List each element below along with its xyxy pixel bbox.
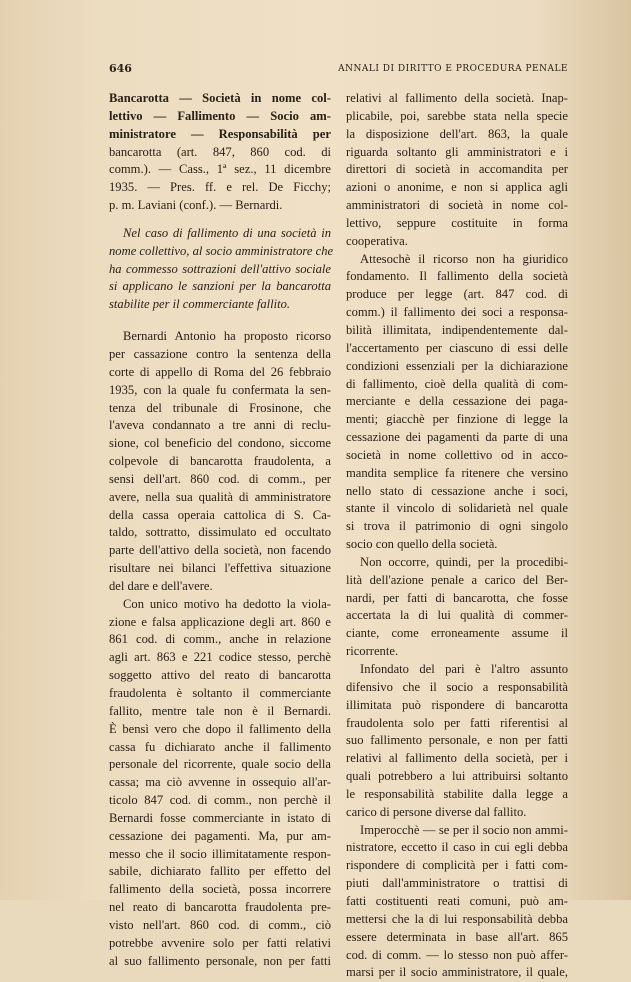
body-line: cod. di comm. — lo stesso non può affer- (346, 947, 568, 962)
body-line: fallimento della società, possa incorrere (109, 882, 331, 897)
body-line: potrebbe avvenire solo per fatti relativi (109, 935, 331, 950)
body-line: nel reato di bancarotta fraudolenta pre- (109, 900, 331, 915)
maxim-line: Nel caso di fallimento di una società in (123, 225, 331, 240)
body-line: cessazione dei pagamenti. Ma, pur am- (109, 828, 331, 843)
running-title: ANNALI DI DIRITTO E PROCEDURA PENALE (338, 64, 568, 74)
case-caption (109, 90, 331, 215)
body-line: sensi dell'art. 860 cod. di comm., per (109, 471, 331, 486)
body-line: l'accertamento per ciascuno di essi delle (346, 340, 568, 355)
body-line: tenza del tribunale di Frosinone, che (109, 400, 331, 415)
body-line: risultare nei bilanci l'effettiva situazione (109, 561, 331, 576)
body-line: società in nome collettivo od in acco- (346, 447, 568, 462)
left-column (109, 90, 334, 971)
maxim-line: stabilite per il commerciante fallito. (109, 297, 291, 312)
maxim-line: ha commesso sottrazioni dell'attivo sociale (109, 261, 331, 276)
body-line: fraudolenta è soltanto il commerciante (109, 686, 331, 700)
body-line: parte dell'attivo della società, non facendo (109, 543, 331, 558)
body-line: quali potrebbero a lui attribuirsi soltanto (346, 769, 568, 784)
body-line: relativi al fallimento della società, per i (346, 751, 568, 766)
body-line: di fallimento, cioè della qualità di com- (346, 376, 568, 391)
body-line: si trova il patrimonio di ogni singolo (346, 519, 568, 534)
body-line: plicabile, poi, sarebbe stata nella specie (346, 108, 568, 123)
body-line: Infondato del pari è l'altro assunto (360, 662, 568, 676)
body-line: È bensì vero che dopo il fallimento della (109, 721, 331, 736)
body-line: marsi per il socio amministratore, il quale, (346, 965, 568, 980)
body-line: lettivo, seppure costituite in forma (346, 215, 568, 230)
body-line: taldo, sottratto, dissimulato ed occultato (109, 525, 331, 540)
body-line: rispondere di complicità per i fatti com- (346, 858, 568, 873)
body-line: amministratori di società in nome col- (346, 198, 568, 213)
body-line: difensivo che il socio a responsabilità (346, 679, 568, 694)
body-line: fondamento. Il fallimento della società (346, 269, 568, 284)
body-line: cassa fu dichiarato anche il fallimento (109, 739, 331, 754)
body-line: corte di appello di Roma del 26 febbraio (109, 364, 331, 379)
body-line: Imperocchè — se per il socio non ammi- (360, 822, 568, 837)
body-line: condizioni essenziali per la dichiarazione (346, 358, 568, 373)
caption-line: p. m. Laviani (conf.). — Bernardi. (109, 198, 283, 213)
body-line: direttori di società in accomandita per (346, 162, 568, 177)
body-line: agli art. 863 e 221 codice stesso, perchè (109, 650, 331, 665)
body-line: soggetto attivo del reato di bancarotta (109, 668, 331, 683)
body-line: le responsabilità stabilite dalla legge a (346, 786, 568, 801)
body-line: della cassa operaia cattolica di S. Ca- (109, 507, 331, 522)
body-line: accertata la di lui qualità di commer- (346, 608, 568, 623)
body-line: carico di persone diverse dal fallito. (346, 804, 527, 819)
caption-line: lettivo — Fallimento — Socio am- (109, 108, 331, 123)
legal-maxim (109, 225, 334, 314)
body-line: Bernardi fosse commerciante in istato di (109, 810, 331, 825)
body-line: nardi, per fatti di bancarotta, che fosse (346, 590, 568, 605)
body-line: riguarda soltanto gli amministratori e i (346, 144, 568, 159)
body-line: suo fallimento personale, e non per fatti (346, 733, 568, 748)
body-line: la disposizione dell'art. 863, la quale (346, 126, 568, 141)
body-line: messo che il socio illimitatamente respon- (109, 846, 331, 861)
body-line: del dare e dell'avere. (109, 578, 213, 593)
body-line: sabile, dichiarato fallito per effetto del (109, 864, 331, 879)
body-line: menti; giacchè per finzione di legge la (346, 412, 568, 427)
body-line: lità dell'azione penale a carico del Ber- (346, 572, 568, 587)
body-line: Bernardi Antonio ha proposto ricorso (123, 329, 331, 344)
body-line: Con unico motivo ha dedotto la viola- (123, 596, 331, 611)
caption-line: comm.). — Cass., 1ª sez., 11 dicembre (109, 162, 331, 177)
body-line: mettersi che la di lui responsabilità debba (346, 911, 568, 926)
body-line: al suo fallimento personale, non per fatti (109, 953, 331, 968)
maxim-line: nome collettivo, al socio amministratore che (109, 243, 334, 258)
body-line: piuti dall'amministratore o trattisi di (346, 876, 568, 891)
page-number: 646 (109, 62, 132, 75)
body-line: colpevole di bancarotta fraudolenta, a (109, 454, 331, 469)
caption-line: Bancarotta — Società in nome col- (109, 91, 331, 105)
body-text-left (109, 328, 331, 970)
body-line: cessazione dei pagamenti da parte di una (346, 430, 568, 445)
body-line: visto nell'art. 860 cod. di comm., ciò (109, 917, 331, 932)
body-line: merciante e della cessazione dei paga- (346, 394, 568, 409)
body-line: ticolo 847 cod. di comm., non perchè il (109, 793, 331, 808)
body-line: comm.) il fallimento dei soci a responsa- (346, 305, 568, 320)
body-line: relativi al fallimento della società. Inap- (346, 91, 568, 105)
body-line: produce per legge (art. 847 cod. di (346, 287, 568, 302)
body-line: nistratore, eccetto il caso in cui egli debba (346, 840, 568, 855)
body-line: 1935, con la quale fu confermata la sen- (109, 382, 331, 397)
body-line: essere determinata in base all'art. 865 (346, 929, 568, 944)
body-line: socio con quello della società. (346, 537, 498, 552)
page-header (109, 62, 568, 76)
body-line: azioni o anonime, e non si applica agli (346, 180, 568, 195)
maxim-line: si applicano le sanzioni per la bancarotta (109, 279, 331, 294)
body-line: personale del ricorrente, quale socio della (109, 757, 331, 772)
body-line: nello stato di cessazione anche i soci, (346, 483, 568, 498)
body-line: illimitata può rispondere di bancarotta (346, 697, 568, 712)
body-line: bilità illimitata, indipendentemente dal- (346, 322, 568, 337)
caption-line: bancarotta (art. 847, 860 cod. di (109, 144, 331, 159)
body-line: per cassazione contro la sentenza della (109, 346, 331, 361)
body-line: ciante, come erroneamente assume il (346, 626, 568, 641)
body-line: fatti costituenti reati comuni, può am- (346, 893, 568, 908)
body-line: zione e falsa applicazione degli art. 860 e (109, 614, 331, 629)
body-line: stante il vincolo di solidarietà nel quale (346, 501, 568, 516)
body-line: Non occorre, quindi, per la procedibi- (360, 554, 568, 569)
body-line: fraudolenta solo per fatti riferentisi al (346, 715, 568, 730)
body-line: ricorrente. (346, 644, 399, 659)
body-line: sione, col beneficio del condono, siccome (109, 436, 331, 451)
body-line: Attesochè il ricorso non ha giuridico (360, 251, 568, 266)
body-line: avere, nella sua qualità di amministratore (109, 489, 331, 504)
body-line: cassa; ma ciò avvenne in ossequio all'ar- (109, 775, 331, 790)
body-line: fallito, mentre tale non è il Bernardi. (109, 703, 331, 718)
body-line: l'aveva condannato a tre anni di reclu- (109, 418, 331, 433)
caption-line: 1935. — Pres. ff. e rel. De Ficchy; (109, 180, 331, 195)
body-line: cooperativa. (346, 233, 408, 248)
right-column (346, 90, 568, 982)
body-line: mandita semplice fa ritenere che versino (346, 465, 568, 480)
body-line: 861 cod. di comm., anche in relazione (109, 632, 331, 647)
caption-line: ministratore — Responsabilità per (109, 126, 331, 141)
